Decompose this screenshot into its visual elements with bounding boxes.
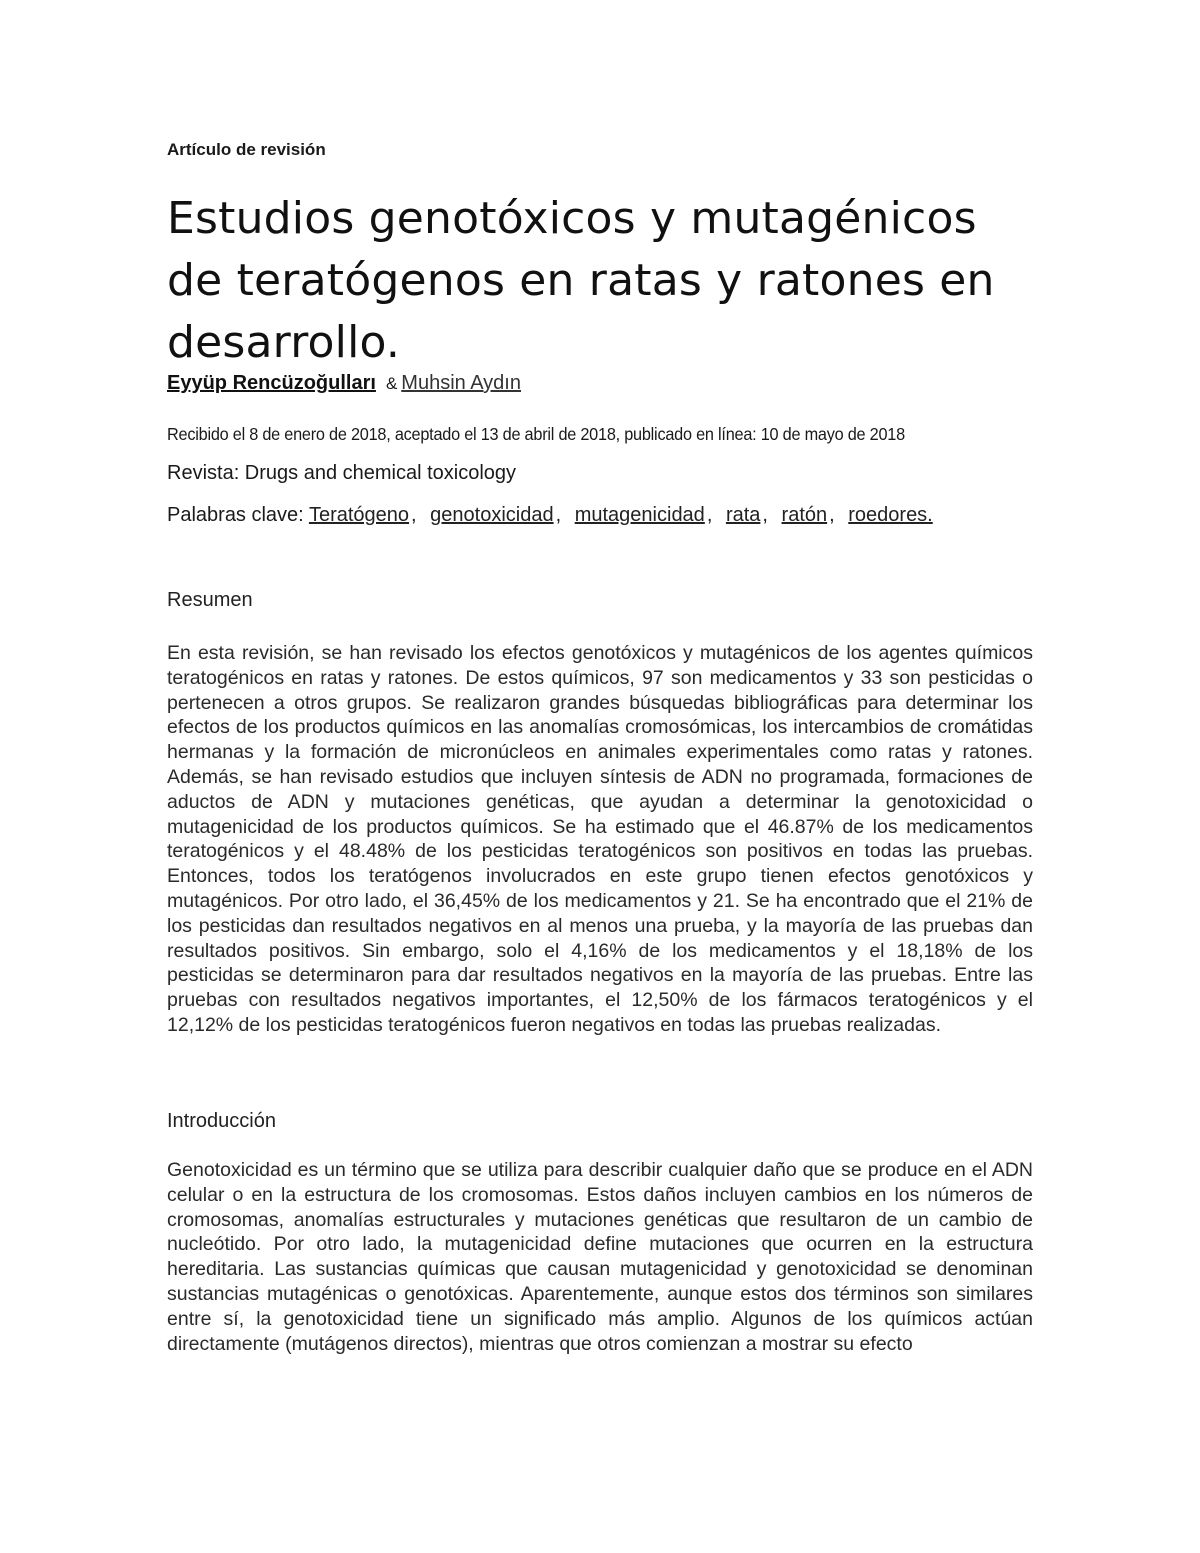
- abstract-paragraph: En esta revisión, se han revisado los efectos genotóxicos y mutagénicos de los agentes químicos teratogénicos en ratas y ratones. De estos químicos, 97 son medicamentos y 33 son pesticidas o pertenecen a otros grupos. Se realizaron grandes búsquedas bibliográficas para determinar los efectos de los productos químicos en las anomalías cromosómicas, los intercambios de cromátidas hermanas y la formación de micronúcleos en animales experimentales como ratas y ratones. Además, se han revisado estudios que incluyen síntesis de ADN no programada, formaciones de aductos de ADN y mutaciones genéticas, que ayudan a determinar la genotoxicidad o mutagenicidad de los productos químicos. Se ha estimado que el 46.87% de los medicamentos teratogénicos y el 48.48% de los pesticidas teratogénicos son positivos en todas las pruebas. Entonces, todos los teratógenos involucrados en este grupo tienen efectos genotóxicos y mutagénicos. Por otro lado, el 36,45% de los medicamentos y 21. Se ha encontrado que el 21% de los pesticidas dan resultados negativos en al menos una prueba, y la mayoría de las pruebas dan resultados positivos. Sin embargo, solo el 4,16% de los medicamentos y el 18,18% de los pesticidas se determinaron para dar resultados negativos en la mayoría de las pruebas. Entre las pruebas con resultados negativos importantes, el 12,50% de los fármacos teratogénicos y el 12,12% de los pesticidas teratogénicos fueron negativos en todas las pruebas realizadas.: [167, 642, 1033, 1036]
- article-type-label: Artículo de revisión: [167, 140, 326, 159]
- keyword-link[interactable]: mutagenicidad: [574, 504, 705, 526]
- keyword-separator: ,: [762, 504, 768, 526]
- keyword-separator: ,: [706, 504, 713, 526]
- publication-dates: Recibido el 8 de enero de 2018, aceptado el 13 de abril de 2018, publicado en línea: 10 de mayo de 2018: [167, 424, 905, 444]
- keywords-line: [167, 504, 935, 527]
- abstract-heading: Resumen: [167, 589, 253, 611]
- keyword-link[interactable]: Teratógeno: [308, 504, 410, 526]
- author-link-first[interactable]: Eyyüp Rencüzoğulları: [167, 372, 376, 394]
- keyword-separator: ,: [555, 504, 562, 526]
- keyword-link[interactable]: roedores.: [848, 504, 933, 526]
- journal-name: Revista: Drugs and chemical toxicology: [167, 462, 517, 484]
- author-separator: &: [385, 374, 398, 393]
- keyword-separator: ,: [829, 504, 835, 526]
- introduction-paragraph: Genotoxicidad es un término que se utiliza para describir cualquier daño que se produce en el ADN celular o en la estructura de los cromosomas. Estos daños incluyen cambios en los números de cromosomas, anomalías estructurales y mutaciones genéticas que resultaron de un cambio de nucleótido. Por otro lado, la mutagenicidad define mutaciones que ocurren en la estructura hereditaria. Las sustancias químicas que causan mutagenicidad y genotoxicidad se denominan sustancias mutagénicas o genotóxicas. Aparentemente, aunque estos dos términos son similares entre sí, la genotoxicidad tiene un significado más amplio. Algunos de los químicos actúan directamente (mutágenos directos), mientras que otros comienzan a mostrar su efecto: [167, 1159, 1033, 1355]
- keyword-link[interactable]: rata: [725, 504, 761, 526]
- introduction-heading: Introducción: [167, 1110, 276, 1132]
- article-title: Estudios genotóxicos y mutagénicos de teratógenos en ratas y ratones en desarrollo.: [167, 193, 995, 368]
- keyword-separator: ,: [411, 504, 417, 526]
- keyword-link[interactable]: genotoxicidad: [430, 504, 554, 526]
- author-link-second[interactable]: Muhsin Aydın: [401, 372, 521, 394]
- author-line: [167, 372, 521, 395]
- keywords-label: Palabras clave:: [167, 504, 304, 526]
- keyword-link[interactable]: ratón: [781, 504, 828, 526]
